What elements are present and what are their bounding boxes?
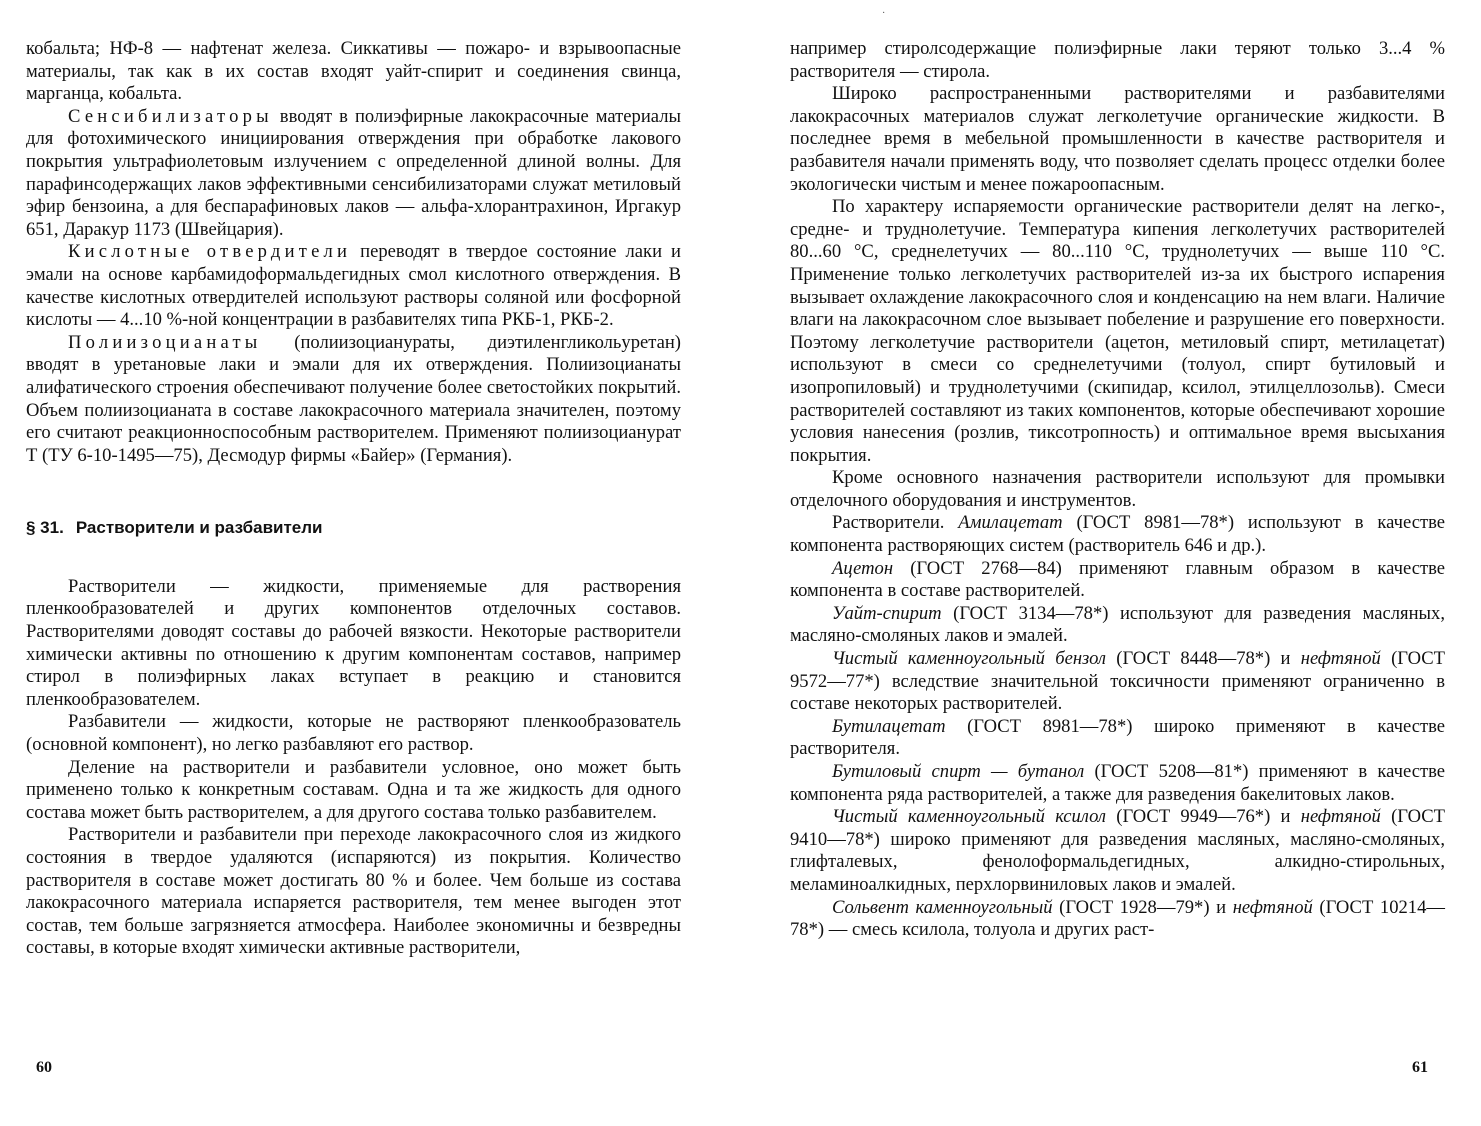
term-petroleum-solvent: нефтяной	[1232, 896, 1313, 918]
paragraph-white-spirit: Уайт-спирит (ГОСТ 3134—78*) используют для разведения масляных, масляно-смоляных лаков и эмалей.	[790, 602, 1445, 647]
term-acid-hardeners: Кислотные отвердители	[68, 241, 352, 263]
left-page	[26, 38, 681, 960]
paragraph-polyisocyanates: Полиизоцианаты (полиизоцианураты, диэтиленгликольуретан) вводят в уретановые лаки и эмали для их отверждения. Полиизоцианаты алифатического строения обеспечивают получение более светостойких покрытий. Объем полиизоцианата в составе лакокрасочного материала значителен, поэтому его считают реакционноспособным растворителем. Применяют полиизоцианурат Т (ТУ 6-10-1495—75), Десмодур фирмы «Байер» (Германия).	[26, 331, 681, 466]
term-petroleum-benzene: нефтяной	[1300, 648, 1381, 670]
term-polyisocyanates: Полиизоцианаты	[68, 331, 262, 353]
term-butyl-acetate: Бутилацетат	[832, 715, 946, 737]
page-number-right: 61	[1412, 1059, 1428, 1076]
paragraph-siccatives: кобальта; НФ-8 — нафтенат железа. Сиккативы — пожаро- и взрывоопасные материалы, так как в их состав входят уайт-спирит и соединения свинца, марганца, кобальта.	[26, 38, 681, 105]
term-butanol: Бутиловый спирт — бутанол	[832, 761, 1085, 782]
paragraph-solvent: Сольвент каменноугольный (ГОСТ 1928—79*) и нефтяной (ГОСТ 10214—78*) — смесь ксилола, толуола и других раст-	[790, 896, 1445, 941]
paragraph-amyl-acetate: Растворители. Амилацетат (ГОСТ 8981—78*) используют в качестве компонента растворяющих систем (растворитель 646 и др.).	[790, 512, 1445, 557]
scan-dot: ·	[882, 8, 886, 19]
term-amyl-acetate: Амилацетат	[958, 512, 1063, 534]
term-petroleum-xylene: нефтяной	[1300, 806, 1381, 828]
paragraph-cleaning: Кроме основного назначения растворители используют для промывки отделочного оборудования и инструментов.	[790, 467, 1445, 511]
paragraph-volatility: По характеру испаряемости органические растворители делят на легко-, средне- и труднолетучие. Температура кипения легколетучих растворителей 80...60 °С, среднелетучих — 80...110 °С, труднолетучих — выше 110 °С. Применение только легколетучих растворителей из-за их быстрого испарения вызывает охлаждение лакокрасочного слоя и конденсацию на нем влаги. Наличие влаги на лакокрасочном слое вызывает побеление и разрушение его поверхности. Поэтому легколетучие растворители (ацетон, метиловый спирт, метилацетат) используют в смеси со среднелетучими (толуол, спирт бутиловый и изопропиловый) и труднолетучими (скипидар, ксилол, этилцеллозольв). Смеси растворителей составляют из таких компонентов, которые обеспечивают хорошие условия нанесения (розлив, тиксотропность) и оптимальное время высыхания покрытия.	[790, 196, 1445, 466]
term-solvent: Сольвент каменноугольный	[832, 896, 1053, 918]
section-number: § 31.	[26, 518, 64, 538]
paragraph-butyl-acetate: Бутилацетат (ГОСТ 8981—78*) широко применяют в качестве растворителя.	[790, 715, 1445, 760]
paragraph-sensitizers: Сенсибилизаторы вводят в полиэфирные лакокрасочные материалы для фотохимического инициирования отверждения при обработке лакового покрытия ультрафиолетовым излучением с определенной длиной волны. Для парафинсодержащих лаков эффективными сенсибилизаторами служат метиловый эфир бензоина, а для беспарафиновых лаков — альфа-хлорантрахинон, Иргакур 651, Даракур 1173 (Швейцария).	[26, 105, 681, 240]
paragraph-volatile-liquids: Широко распространенными растворителями и разбавителями лакокрасочных материалов служат легколетучие органические жидкости. В последнее время в мебельной промышленности в качестве растворителя и разбавителя начали применять воду, что позволяет сделать процесс отделки более экологически чистым и менее пожароопасным.	[790, 83, 1445, 195]
paragraph-butanol: Бутиловый спирт — бутанол (ГОСТ 5208—81*) применяют в качестве компонента ряда растворителей, а также для разведения бакелитовых лаков.	[790, 761, 1445, 805]
paragraph-division: Деление на растворители и разбавители условное, оно может быть применено только к конкретным составам. Одна и та же жидкость для одного состава может быть растворителем, а для другого состава только разбавителем.	[26, 756, 681, 823]
section-heading	[26, 517, 681, 540]
paragraph-diluents-definition: Разбавители — жидкости, которые не растворяют пленкообразователь (основной компонент), но легко разбавляют его раствор.	[26, 711, 681, 756]
paragraph-benzene: Чистый каменноугольный бензол (ГОСТ 8448—78*) и нефтяной (ГОСТ 9572—77*) вследствие значительной токсичности применяют ограниченно в составе некоторых растворителей.	[790, 648, 1445, 715]
paragraph-acid-hardeners: Кислотные отвердители переводят в твердое состояние лаки и эмали на основе карбамидоформальдегидных смол кислотного отверждения. В качестве кислотных отвердителей используют растворы соляной или фосфорной кислоты — 4...10 %-ной концентрации в разбавителях типа РКБ-1, РКБ-2.	[26, 241, 681, 331]
paragraph-solvents-definition: Растворители — жидкости, применяемые для растворения пленкообразователей и других компонентов отделочных составов. Растворителями доводят составы до рабочей вязкости. Некоторые растворители химически активны по отношению к другим компонентам составов, например стирол в полиэфирных лаках вступает в реакцию и становится пленкообразователем.	[26, 575, 681, 710]
term-xylene: Чистый каменноугольный ксилол	[832, 806, 1107, 828]
paragraph-acetone: Ацетон (ГОСТ 2768—84) применяют главным образом в качестве компонента в составе растворителей.	[790, 557, 1445, 602]
term-acetone: Ацетон	[832, 557, 894, 579]
term-sensitizers: Сенсибилизаторы	[68, 105, 273, 127]
paragraph-xylene: Чистый каменноугольный ксилол (ГОСТ 9949—76*) и нефтяной (ГОСТ 9410—78*) широко применяют для разведения масляных, масляно-смоляных, глифталевых, фенолоформальдегидных, алкидно-стирольных, меламиноалкидных, перхлорвиниловых лаков и эмалей.	[790, 806, 1445, 895]
term-white-spirit: Уайт-спирит	[832, 602, 942, 624]
paragraph-styrene: например стиролсодержащие полиэфирные лаки теряют только 3...4 % растворителя — стирола.	[790, 38, 1445, 82]
term-benzene: Чистый каменноугольный бензол	[832, 648, 1107, 670]
page-number-left: 60	[36, 1059, 52, 1076]
right-page	[790, 38, 1445, 942]
section-title: Растворители и разбавители	[75, 518, 323, 538]
paragraph-evaporation: Растворители и разбавители при переходе лакокрасочного слоя из жидкого состояния в твердое удаляются (испаряются) из покрытия. Количество растворителя в составе может достигать 80 % и более. Чем больше из состава лакокрасочного материала испаряется растворителя, тем менее выгоден этот состав, тем больше загрязняется атмосфера. Наиболее экономичны и безвредны составы, в которые входят химически активные растворители,	[26, 824, 681, 959]
